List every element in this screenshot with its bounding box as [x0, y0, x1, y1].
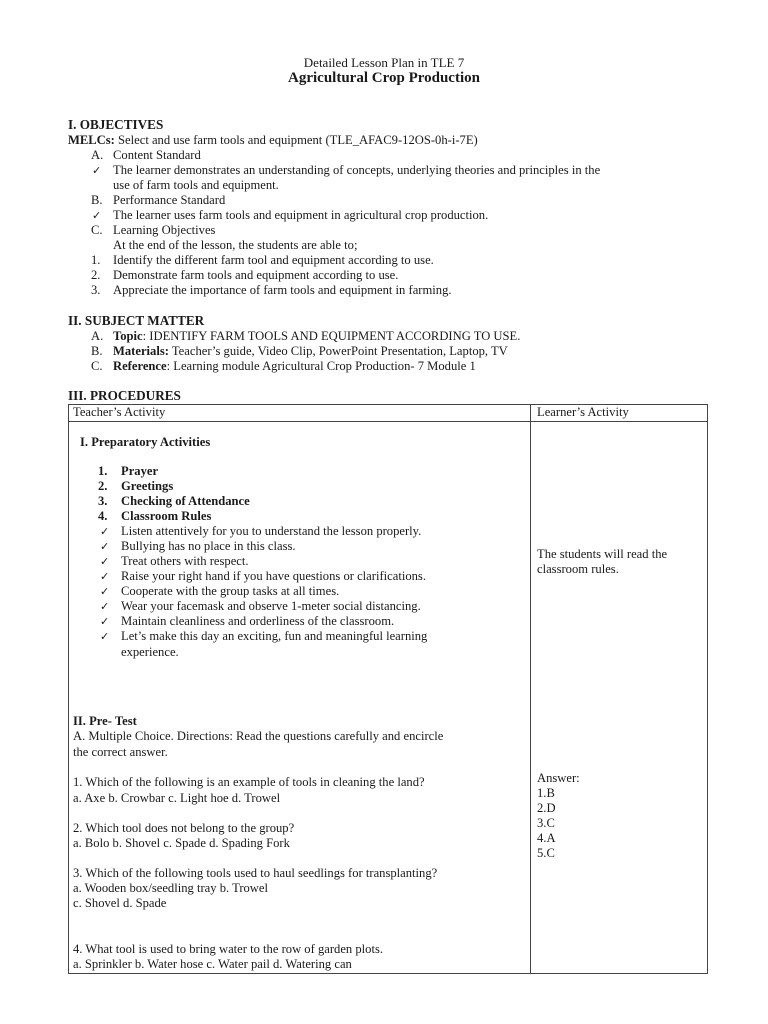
topic-label: Topic	[113, 329, 143, 343]
checkmark-icon: ✓	[100, 615, 110, 628]
prep-item: Classroom Rules	[121, 509, 212, 523]
checkmark-icon: ✓	[100, 540, 110, 553]
prep-item-number: 3.	[98, 494, 108, 508]
answer-item: 2.D	[537, 801, 556, 815]
answer-item: 5.C	[537, 846, 555, 860]
objective-item: Identify the different farm tool and equipment according to use.	[113, 253, 434, 267]
learner-activity-header: Learner’s Activity	[537, 405, 629, 419]
melcs-text: Select and use farm tools and equipment (TLE_AFAC9-12OS-0h-i-7E)	[118, 133, 478, 147]
prep-item: Checking of Attendance	[121, 494, 250, 508]
checkmark-icon: ✓	[100, 555, 110, 568]
materials-text: Teacher’s guide, Video Clip, PowerPoint Presentation, Laptop, TV	[168, 344, 508, 358]
classroom-rule: Raise your right hand if you have questions or clarifications.	[121, 569, 426, 583]
document-subtitle: Detailed Lesson Plan in TLE 7	[303, 55, 465, 70]
content-standard-marker: A.	[91, 148, 104, 162]
document-title: Agricultural Crop Production	[288, 70, 480, 86]
prep-item-number: 4.	[98, 509, 108, 523]
materials-line	[113, 344, 508, 359]
prep-item-number: 1.	[98, 464, 108, 478]
content-standard-text-line1: The learner demonstrates an understanding of concepts, underlying theories and principles in the	[113, 163, 601, 177]
reference-label: Reference	[113, 359, 167, 373]
learner-response-line1: The students will read the	[537, 547, 668, 561]
question-3: 3. Which of the following tools used to haul seedlings for transplanting?	[73, 866, 438, 880]
answer-item: 3.C	[537, 816, 555, 830]
objective-number: 1.	[91, 253, 101, 267]
topic-text: : IDENTIFY FARM TOOLS AND EQUIPMENT ACCORDING TO USE.	[142, 329, 521, 343]
classroom-rule: Treat others with respect.	[121, 554, 249, 568]
checkmark-icon: ✓	[92, 209, 102, 222]
classroom-rule: Cooperate with the group tasks at all times.	[121, 584, 340, 598]
learning-objectives-intro: At the end of the lesson, the students are able to;	[113, 238, 358, 252]
topic-line	[113, 329, 520, 344]
question-3-options-line2: c. Shovel d. Spade	[73, 896, 167, 910]
procedures-table	[68, 404, 708, 974]
classroom-rule: Maintain cleanliness and orderliness of the classroom.	[121, 614, 395, 628]
question-3-options-line1: a. Wooden box/seedling tray b. Trowel	[73, 881, 268, 895]
answer-item: 1.B	[537, 786, 555, 800]
learner-response-line2: classroom rules.	[537, 562, 619, 576]
objectives-heading: I. OBJECTIVES	[68, 117, 164, 132]
materials-marker: B.	[91, 344, 103, 358]
reference-marker: C.	[91, 359, 103, 373]
header-row-divider	[69, 421, 707, 422]
content-standard-label: Content Standard	[113, 148, 201, 162]
objective-number: 3.	[91, 283, 101, 297]
pretest-directions-line2: the correct answer.	[73, 745, 168, 759]
learning-objectives-marker: C.	[91, 223, 103, 237]
objective-item: Appreciate the importance of farm tools and equipment in farming.	[113, 283, 452, 297]
reference-text: : Learning module Agricultural Crop Production- 7 Module 1	[166, 359, 476, 373]
performance-standard-text: The learner uses farm tools and equipment in agricultural crop production.	[113, 208, 489, 222]
checkmark-icon: ✓	[100, 600, 110, 613]
reference-line	[113, 359, 476, 374]
question-2: 2. Which tool does not belong to the group?	[73, 821, 295, 835]
content-standard-text-line2: use of farm tools and equipment.	[113, 178, 279, 192]
objective-number: 2.	[91, 268, 101, 282]
melcs-label: MELCs:	[68, 133, 115, 147]
classroom-rule: Bullying has no place in this class.	[121, 539, 296, 553]
question-1-options: a. Axe b. Crowbar c. Light hoe d. Trowel	[73, 791, 281, 805]
pretest-directions-line1: A. Multiple Choice. Directions: Read the questions carefully and encircle	[73, 729, 444, 743]
melcs-line	[68, 133, 478, 148]
teacher-activity-header: Teacher’s Activity	[73, 405, 166, 419]
question-4-options: a. Sprinkler b. Water hose c. Water pail d. Watering can	[73, 957, 352, 971]
question-4: 4. What tool is used to bring water to the row of garden plots.	[73, 942, 384, 956]
preparatory-activities-heading: I. Preparatory Activities	[80, 435, 211, 449]
checkmark-icon: ✓	[92, 164, 102, 177]
prep-item: Prayer	[121, 464, 159, 478]
question-2-options: a. Bolo b. Shovel c. Spade d. Spading Fork	[73, 836, 290, 850]
checkmark-icon: ✓	[100, 630, 110, 643]
procedures-heading: III. PROCEDURES	[68, 388, 181, 403]
materials-label: Materials:	[113, 344, 169, 358]
classroom-rule-continuation: experience.	[121, 645, 179, 659]
prep-item: Greetings	[121, 479, 174, 493]
answer-label: Answer:	[537, 771, 580, 785]
objective-item: Demonstrate farm tools and equipment according to use.	[113, 268, 399, 282]
topic-marker: A.	[91, 329, 104, 343]
prep-item-number: 2.	[98, 479, 108, 493]
classroom-rule: Let’s make this day an exciting, fun and meaningful learning	[121, 629, 428, 643]
column-divider	[530, 405, 531, 973]
classroom-rule: Wear your facemask and observe 1-meter social distancing.	[121, 599, 421, 613]
performance-standard-marker: B.	[91, 193, 103, 207]
checkmark-icon: ✓	[100, 585, 110, 598]
question-1: 1. Which of the following is an example of tools in cleaning the land?	[73, 775, 425, 789]
checkmark-icon: ✓	[100, 570, 110, 583]
subject-matter-heading: II. SUBJECT MATTER	[68, 313, 205, 328]
classroom-rule: Listen attentively for you to understand the lesson properly.	[121, 524, 422, 538]
performance-standard-label: Performance Standard	[113, 193, 226, 207]
answer-item: 4.A	[537, 831, 556, 845]
learning-objectives-label: Learning Objectives	[113, 223, 216, 237]
checkmark-icon: ✓	[100, 525, 110, 538]
pretest-heading: II. Pre- Test	[73, 714, 137, 728]
